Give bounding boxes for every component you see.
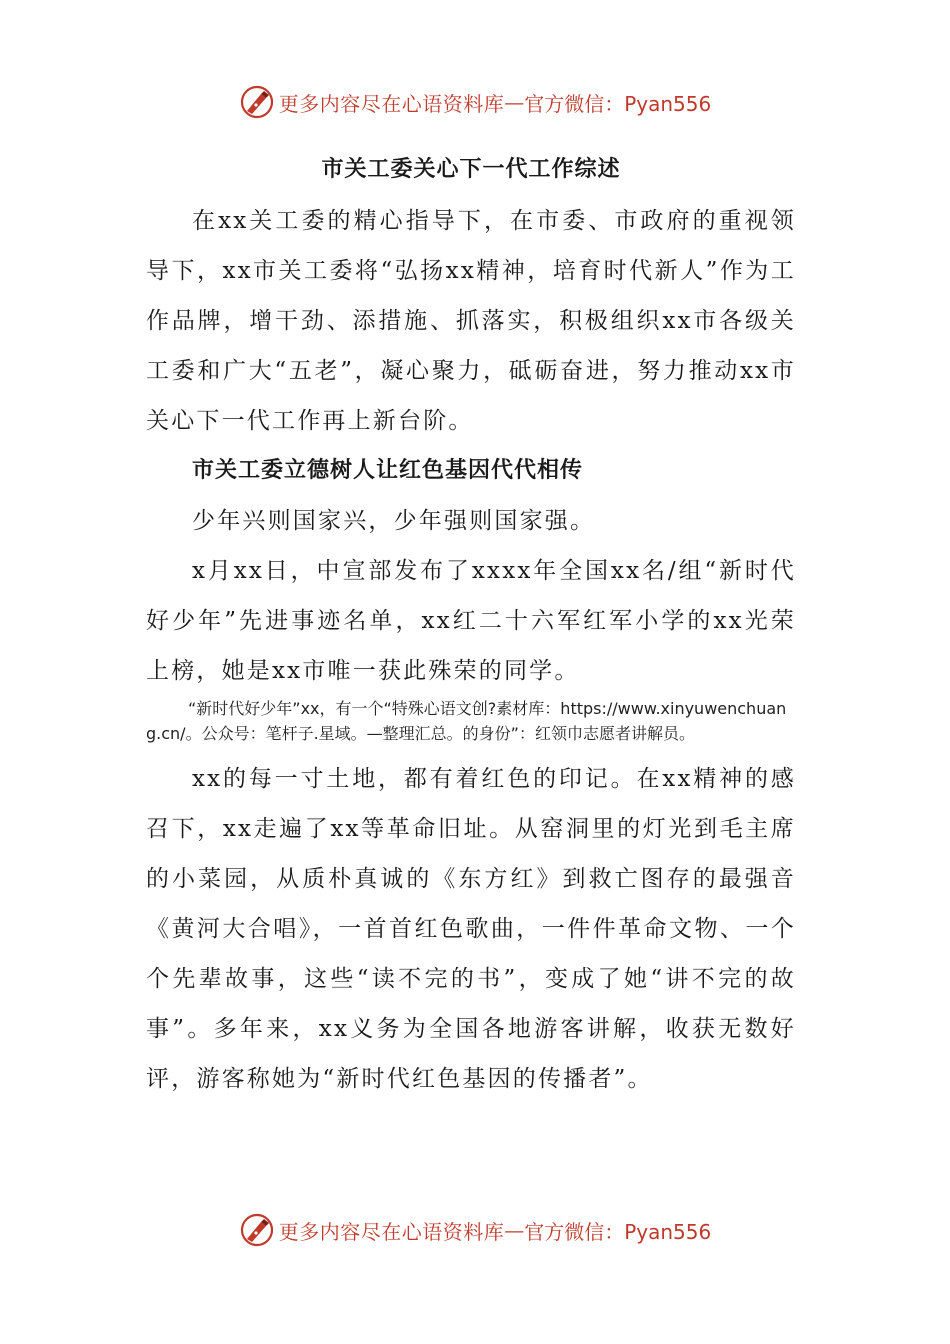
pen-nib-logo-icon [239, 84, 275, 120]
paragraph-3: xx的每一寸土地，都有着红色的印记。在xx精神的感召下，xx走遍了xx等革命旧址。从窑洞里的灯光到毛主席的小菜园，从质朴真诚的《东方红》到救亡图存的最强音《黄河大合唱》，一首首红色歌曲，一件件革命文物、一个个先辈故事，这些“读不完的书”，变成了她“讲不完的故事”。多年来，xx义务为全国各地游客讲解，收获无数好评，游客称她为“新时代红色基因的传播者”。 [146, 766, 796, 1092]
document-title: 市关工委关心下一代工作综述 [321, 157, 621, 182]
banner-wechat: 官方微信：Pyan556 [524, 1219, 712, 1244]
paragraph-1: 少年兴则国家兴，少年强则国家强。 [192, 508, 596, 534]
document-body [146, 150, 796, 1104]
header-banner [0, 82, 950, 122]
banner-text: 更多内容尽在心语资料库 [278, 91, 505, 116]
pen-nib-logo-icon [239, 1212, 275, 1248]
section-heading: 市关工委立德树人让红色基因代代相传 [192, 458, 584, 483]
footer-banner [0, 1210, 950, 1250]
banner-text: 更多内容尽在心语资料库 [278, 1219, 505, 1244]
banner-separator: — [504, 90, 525, 114]
banner-wechat: 官方微信：Pyan556 [524, 91, 712, 116]
intro-paragraph: 在xx关工委的精心指导下，在市委、市政府的重视领导下，xx市关工委将“弘扬xx精神，培育时代新人”作为工作品牌，增干劲、添措施、抓落实，积极组织xx市各级关工委和广大“五老”，凝心聚力，砥砺奋进，努力推动xx市关心下一代工作再上新台阶。 [146, 208, 796, 434]
paragraph-2: x月xx日，中宣部发布了xxxx年全国xx名/组“新时代好少年”先进事迹名单，xx红二十六军红军小学的xx光荣上榜，她是xx市唯一获此殊荣的同学。 [146, 558, 796, 684]
banner-separator: — [504, 1218, 525, 1242]
inline-note: “新时代好少年”xx，有一个“特殊心语文创?素材库：https://www.xinyuwenchuang.cn/。公众号：笔杆子.星域。—整理汇总。的身份”：红领巾志愿者讲解员。 [146, 699, 787, 743]
